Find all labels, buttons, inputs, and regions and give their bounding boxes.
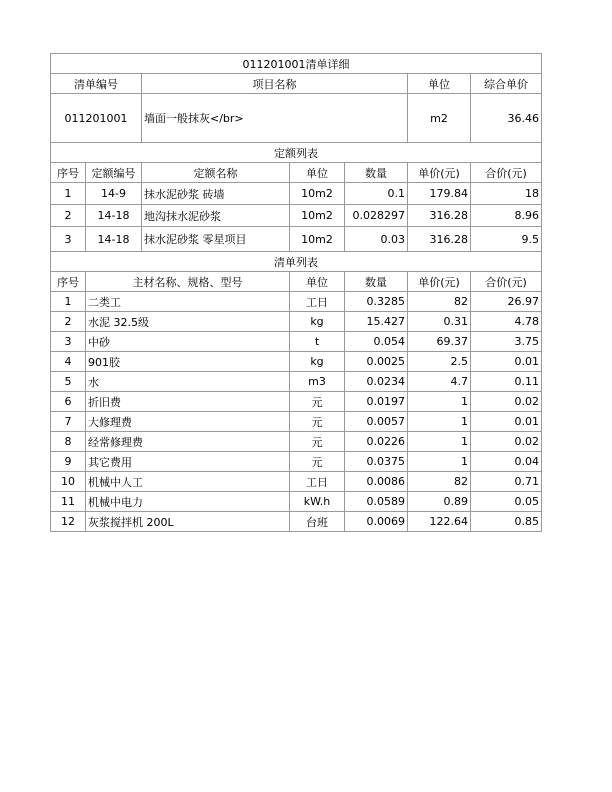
material-total: 0.11	[471, 372, 542, 392]
material-row	[51, 292, 542, 312]
material-no: 9	[51, 452, 86, 472]
material-price: 1	[408, 412, 471, 432]
material-no: 10	[51, 472, 86, 492]
quota-name: 抹水泥砂浆 零星项目	[142, 227, 290, 252]
header-unit: 单位	[408, 74, 471, 94]
material-name: 机械中人工	[86, 472, 290, 492]
material-price: 122.64	[408, 512, 471, 532]
material-qty: 0.0025	[345, 352, 408, 372]
item-price: 36.46	[471, 94, 542, 143]
material-row	[51, 472, 542, 492]
material-header-name: 主材名称、规格、型号	[86, 272, 290, 292]
material-price: 1	[408, 432, 471, 452]
material-total: 0.01	[471, 352, 542, 372]
material-total: 0.85	[471, 512, 542, 532]
material-no: 7	[51, 412, 86, 432]
material-unit: kg	[290, 352, 345, 372]
material-name: 水泥 32.5级	[86, 312, 290, 332]
material-header-qty: 数量	[345, 272, 408, 292]
quota-header-code: 定额编号	[86, 163, 142, 183]
material-unit: 工日	[290, 472, 345, 492]
material-name: 经常修理费	[86, 432, 290, 452]
material-price: 0.31	[408, 312, 471, 332]
material-unit: 台班	[290, 512, 345, 532]
quota-qty: 0.028297	[345, 205, 408, 227]
header-price: 综合单价	[471, 74, 542, 94]
quota-name: 地沟抹水泥砂浆	[142, 205, 290, 227]
quota-row	[51, 227, 542, 252]
material-row	[51, 372, 542, 392]
material-name: 水	[86, 372, 290, 392]
quota-code: 14-9	[86, 183, 142, 205]
material-header-no: 序号	[51, 272, 86, 292]
material-total: 3.75	[471, 332, 542, 352]
material-row	[51, 412, 542, 432]
material-no: 3	[51, 332, 86, 352]
material-row	[51, 452, 542, 472]
quota-section-row	[51, 143, 542, 163]
material-row	[51, 312, 542, 332]
material-qty: 0.0086	[345, 472, 408, 492]
material-row	[51, 352, 542, 372]
quota-header-total: 合价(元)	[471, 163, 542, 183]
material-name: 901胶	[86, 352, 290, 372]
header-code: 清单编号	[51, 74, 142, 94]
material-header-row	[51, 272, 542, 292]
material-row	[51, 512, 542, 532]
material-price: 0.89	[408, 492, 471, 512]
material-name: 灰浆搅拌机 200L	[86, 512, 290, 532]
material-name: 折旧费	[86, 392, 290, 412]
page-title: 011201001清单详细	[51, 54, 542, 74]
item-unit: m2	[408, 94, 471, 143]
material-unit: 元	[290, 432, 345, 452]
material-unit: m3	[290, 372, 345, 392]
material-row	[51, 492, 542, 512]
material-total: 0.02	[471, 432, 542, 452]
item-row	[51, 94, 542, 143]
quota-code: 14-18	[86, 205, 142, 227]
material-no: 8	[51, 432, 86, 452]
material-unit: 元	[290, 452, 345, 472]
material-unit: t	[290, 332, 345, 352]
material-no: 4	[51, 352, 86, 372]
material-no: 5	[51, 372, 86, 392]
material-list	[51, 292, 542, 532]
quota-price: 316.28	[408, 205, 471, 227]
material-qty: 0.0375	[345, 452, 408, 472]
material-price: 2.5	[408, 352, 471, 372]
material-price: 1	[408, 392, 471, 412]
material-no: 1	[51, 292, 86, 312]
quota-row	[51, 205, 542, 227]
quota-unit: 10m2	[290, 205, 345, 227]
bill-detail-table	[50, 53, 542, 532]
material-total: 0.02	[471, 392, 542, 412]
material-qty: 0.0197	[345, 392, 408, 412]
material-name: 机械中电力	[86, 492, 290, 512]
item-code: 011201001	[51, 94, 142, 143]
quota-qty: 0.1	[345, 183, 408, 205]
quota-no: 2	[51, 205, 86, 227]
material-unit: kg	[290, 312, 345, 332]
title-row	[51, 54, 542, 74]
material-header-price: 单价(元)	[408, 272, 471, 292]
quota-header-unit: 单位	[290, 163, 345, 183]
material-row	[51, 392, 542, 412]
quota-code: 14-18	[86, 227, 142, 252]
item-name: 墙面一般抹灰</br>	[142, 94, 408, 143]
material-qty: 0.0234	[345, 372, 408, 392]
material-total: 4.78	[471, 312, 542, 332]
quota-total: 8.96	[471, 205, 542, 227]
quota-unit: 10m2	[290, 227, 345, 252]
material-no: 2	[51, 312, 86, 332]
material-price: 82	[408, 292, 471, 312]
quota-header-name: 定额名称	[142, 163, 290, 183]
material-name: 二类工	[86, 292, 290, 312]
material-total: 26.97	[471, 292, 542, 312]
quota-header-no: 序号	[51, 163, 86, 183]
material-section-row	[51, 252, 542, 272]
material-header-unit: 单位	[290, 272, 345, 292]
material-total: 0.04	[471, 452, 542, 472]
material-unit: 元	[290, 412, 345, 432]
quota-name: 抹水泥砂浆 砖墙	[142, 183, 290, 205]
material-section-title: 清单列表	[51, 252, 542, 272]
header-name: 项目名称	[142, 74, 408, 94]
material-qty: 0.0069	[345, 512, 408, 532]
quota-qty: 0.03	[345, 227, 408, 252]
quota-row	[51, 183, 542, 205]
material-qty: 0.3285	[345, 292, 408, 312]
material-row	[51, 332, 542, 352]
quota-header-qty: 数量	[345, 163, 408, 183]
material-no: 11	[51, 492, 86, 512]
material-total: 0.71	[471, 472, 542, 492]
material-unit: 工日	[290, 292, 345, 312]
material-qty: 0.0589	[345, 492, 408, 512]
material-unit: 元	[290, 392, 345, 412]
quota-header-row	[51, 163, 542, 183]
material-no: 12	[51, 512, 86, 532]
material-header-total: 合价(元)	[471, 272, 542, 292]
material-unit: kW.h	[290, 492, 345, 512]
material-price: 1	[408, 452, 471, 472]
material-name: 中砂	[86, 332, 290, 352]
material-no: 6	[51, 392, 86, 412]
quota-unit: 10m2	[290, 183, 345, 205]
item-header-row	[51, 74, 542, 94]
quota-no: 1	[51, 183, 86, 205]
material-total: 0.01	[471, 412, 542, 432]
material-price: 69.37	[408, 332, 471, 352]
material-name: 其它费用	[86, 452, 290, 472]
quota-header-price: 单价(元)	[408, 163, 471, 183]
material-qty: 0.0226	[345, 432, 408, 452]
material-price: 82	[408, 472, 471, 492]
quota-price: 179.84	[408, 183, 471, 205]
material-qty: 0.0057	[345, 412, 408, 432]
quota-total: 9.5	[471, 227, 542, 252]
material-total: 0.05	[471, 492, 542, 512]
material-qty: 15.427	[345, 312, 408, 332]
quota-section-title: 定额列表	[51, 143, 542, 163]
material-row	[51, 432, 542, 452]
quota-no: 3	[51, 227, 86, 252]
material-name: 大修理费	[86, 412, 290, 432]
quota-price: 316.28	[408, 227, 471, 252]
material-qty: 0.054	[345, 332, 408, 352]
material-price: 4.7	[408, 372, 471, 392]
quota-total: 18	[471, 183, 542, 205]
